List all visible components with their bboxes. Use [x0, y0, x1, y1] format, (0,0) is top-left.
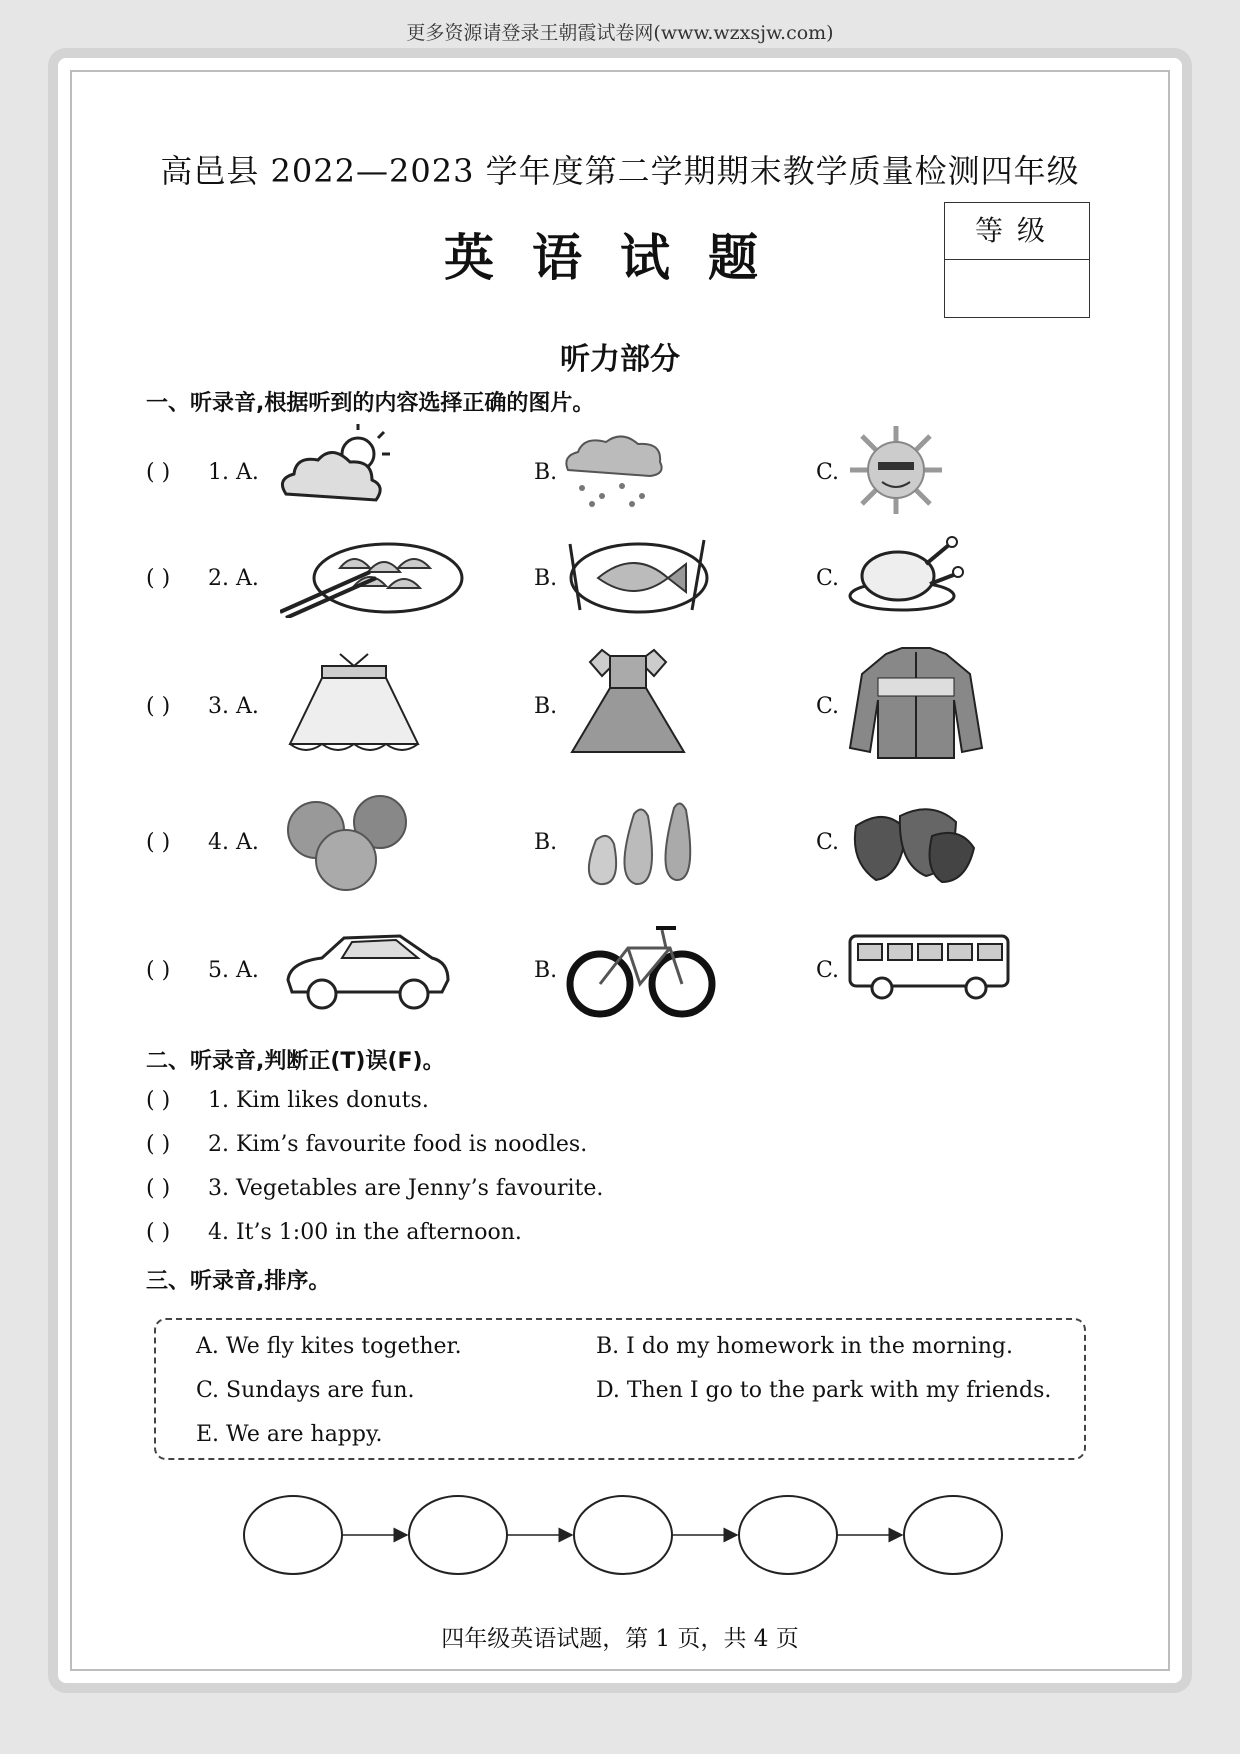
source-banner: 更多资源请登录王朝霞试卷网(www.wzxsjw.com): [406, 22, 834, 44]
answer-blank[interactable]: ( ): [146, 1088, 171, 1113]
sentence-e: E. We are happy.: [196, 1422, 383, 1447]
jacket-icon: [846, 644, 986, 762]
tf-item: [146, 1132, 587, 1157]
question-number: 3. A.: [208, 694, 259, 719]
section-title: 听力部分: [560, 342, 680, 377]
option-c-label: C.: [816, 694, 840, 719]
option-c-label: C.: [816, 566, 840, 591]
question-row: [146, 420, 1096, 530]
option-b-label: B.: [534, 958, 558, 983]
fish-plate-icon: [564, 534, 714, 616]
sentence-b: B. I do my homework in the morning.: [596, 1334, 1013, 1359]
tf-statement: 3. Vegetables are Jenny’s favourite.: [208, 1176, 604, 1201]
tf-item: [146, 1220, 522, 1245]
grade-box: [944, 202, 1090, 318]
exam-title: 高邑县 2022—2023 学年度第二学期期末教学质量检测四年级: [160, 152, 1080, 190]
answer-blank[interactable]: ( ): [146, 460, 171, 485]
option-c-label: C.: [816, 460, 840, 485]
exam-subtitle: 英语试题: [444, 228, 796, 287]
answer-blank[interactable]: ( ): [146, 1176, 171, 1201]
question-row: [146, 786, 1096, 906]
cloudy-sun-icon: [276, 424, 396, 514]
bike-icon: [566, 920, 716, 1020]
strawberries-icon: [846, 796, 978, 886]
tf-item: [146, 1088, 429, 1113]
option-c-label: C.: [816, 958, 840, 983]
option-b-label: B.: [534, 830, 558, 855]
question-number: 4. A.: [208, 830, 259, 855]
answer-blank[interactable]: ( ): [146, 694, 171, 719]
ordering-chain: [240, 1490, 1006, 1580]
answer-blank[interactable]: ( ): [146, 566, 171, 591]
tf-item: [146, 1176, 603, 1201]
order-slot[interactable]: [904, 1496, 1002, 1574]
tf-statement: 1. Kim likes donuts.: [208, 1088, 429, 1113]
apples-icon: [284, 790, 414, 894]
answer-blank[interactable]: ( ): [146, 830, 171, 855]
dumplings-icon: [280, 532, 466, 618]
grade-label: 等级: [945, 203, 1089, 260]
option-c-label: C.: [816, 830, 840, 855]
option-b-label: B.: [534, 694, 558, 719]
question-number: 5. A.: [208, 958, 259, 983]
tf-statement: 2. Kim’s favourite food is noodles.: [208, 1132, 588, 1157]
part3-heading: 三、听录音,排序。: [146, 1269, 331, 1294]
question-number: 1. A.: [208, 460, 259, 485]
question-number: 2. A.: [208, 566, 259, 591]
sentence-box: [154, 1318, 1086, 1460]
skirt-icon: [286, 648, 422, 760]
page-footer: 四年级英语试题，第 1 页，共 4 页: [441, 1626, 799, 1652]
order-slot[interactable]: [244, 1496, 342, 1574]
sentence-d: D. Then I go to the park with my friends.: [596, 1378, 1052, 1403]
option-b-label: B.: [534, 566, 558, 591]
pears-icon: [570, 790, 700, 890]
chicken-icon: [846, 534, 966, 616]
bus-icon: [846, 932, 1012, 1002]
answer-blank[interactable]: ( ): [146, 1220, 171, 1245]
order-slot[interactable]: [574, 1496, 672, 1574]
question-row: [146, 914, 1096, 1034]
sentence-c: C. Sundays are fun.: [196, 1378, 415, 1403]
question-row: [146, 640, 1096, 770]
sun-icon: [846, 426, 946, 514]
order-slot[interactable]: [739, 1496, 837, 1574]
option-b-label: B.: [534, 460, 558, 485]
grade-input[interactable]: [945, 260, 1089, 318]
answer-blank[interactable]: ( ): [146, 1132, 171, 1157]
tf-statement: 4. It’s 1:00 in the afternoon.: [208, 1220, 522, 1245]
answer-blank[interactable]: ( ): [146, 958, 171, 983]
question-row: [146, 528, 1096, 638]
dress-icon: [566, 646, 690, 762]
snow-cloud-icon: [562, 430, 666, 508]
car-icon: [282, 928, 452, 1014]
order-slot[interactable]: [409, 1496, 507, 1574]
part2-heading: 二、听录音,判断正(T)误(F)。: [146, 1049, 445, 1074]
sentence-a: A. We fly kites together.: [196, 1334, 462, 1359]
part1-heading: 一、听录音,根据听到的内容选择正确的图片。: [146, 391, 595, 416]
